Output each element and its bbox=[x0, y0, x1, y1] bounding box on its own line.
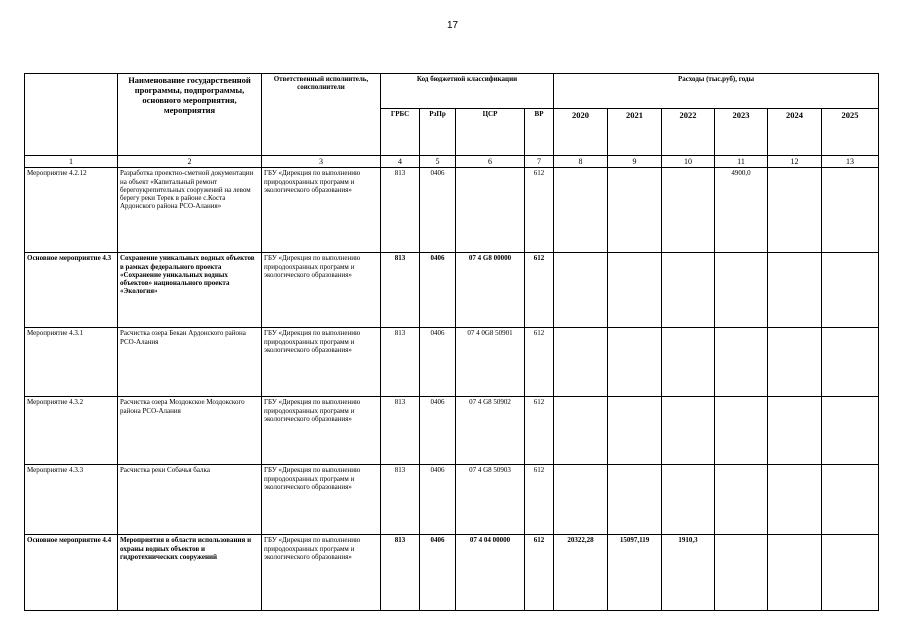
row-2023 bbox=[715, 465, 768, 535]
row-name: Мероприятия в области использования и охраны водных объектов и гидротехнических сооружений bbox=[118, 535, 262, 611]
row-2020 bbox=[554, 328, 608, 397]
header-name: Наименование государственной программы, подпрограммы, основного мероприятия, мероприятия bbox=[118, 74, 262, 156]
row-2024 bbox=[768, 465, 822, 535]
row-grbs: 813 bbox=[381, 397, 420, 465]
row-2025 bbox=[822, 253, 879, 328]
header-expenses: Расходы (тыс.руб), годы bbox=[554, 74, 879, 109]
header-year: 2021 bbox=[608, 109, 662, 156]
row-2025 bbox=[822, 168, 879, 253]
column-number: 3 bbox=[262, 156, 381, 168]
column-number: 11 bbox=[715, 156, 768, 168]
row-name: Разработка проектно-сметной документации на объект «Капитальный ремонт берегоукрепительных сооружений на левом берегу реки Терек в районе с.Коста Ардонского района РСО-Алания» bbox=[118, 168, 262, 253]
row-csr bbox=[456, 168, 525, 253]
row-2022 bbox=[662, 253, 715, 328]
budget-table bbox=[24, 73, 879, 611]
row-vr: 612 bbox=[525, 253, 554, 328]
row-label: Мероприятие 4.3.2 bbox=[25, 397, 118, 465]
row-rzpr: 0406 bbox=[420, 535, 456, 611]
row-grbs: 813 bbox=[381, 168, 420, 253]
row-2023 bbox=[715, 253, 768, 328]
table-row bbox=[25, 535, 879, 611]
row-2021 bbox=[608, 328, 662, 397]
row-2021: 15097,119 bbox=[608, 535, 662, 611]
header-year: 2020 bbox=[554, 109, 608, 156]
row-name: Расчистка озера Моздокское Моздокского района РСО-Алания bbox=[118, 397, 262, 465]
row-2024 bbox=[768, 397, 822, 465]
row-csr: 07 4 G8 50903 bbox=[456, 465, 525, 535]
row-label: Основное мероприятие 4.3 bbox=[25, 253, 118, 328]
row-2020 bbox=[554, 253, 608, 328]
row-csr: 07 4 04 00000 bbox=[456, 535, 525, 611]
row-responsible: ГБУ «Дирекция по выполнению природоохранных программ и экологического образования» bbox=[262, 253, 381, 328]
row-2021 bbox=[608, 465, 662, 535]
row-2021 bbox=[608, 168, 662, 253]
row-2023 bbox=[715, 535, 768, 611]
row-2024 bbox=[768, 328, 822, 397]
row-2020: 20322,28 bbox=[554, 535, 608, 611]
column-numbering-row bbox=[25, 156, 879, 168]
row-label: Мероприятие 4.2.12 bbox=[25, 168, 118, 253]
row-name: Расчистка реки Собачья балка bbox=[118, 465, 262, 535]
row-grbs: 813 bbox=[381, 465, 420, 535]
row-vr: 612 bbox=[525, 465, 554, 535]
header-year: 2022 bbox=[662, 109, 715, 156]
row-2023: 4900,0 bbox=[715, 168, 768, 253]
row-2023 bbox=[715, 397, 768, 465]
row-2022: 1910,3 bbox=[662, 535, 715, 611]
header-responsible: Ответственный исполнитель, соисполнители bbox=[262, 74, 381, 156]
row-2024 bbox=[768, 535, 822, 611]
row-2024 bbox=[768, 253, 822, 328]
row-rzpr: 0406 bbox=[420, 253, 456, 328]
column-number: 8 bbox=[554, 156, 608, 168]
row-2025 bbox=[822, 535, 879, 611]
header-year: 2024 bbox=[768, 109, 822, 156]
column-number: 1 bbox=[25, 156, 118, 168]
row-2025 bbox=[822, 397, 879, 465]
header-code-csr: ЦСР bbox=[456, 109, 525, 156]
row-responsible: ГБУ «Дирекция по выполнению природоохранных программ и экологического образования» bbox=[262, 168, 381, 253]
row-name: Расчистка озера Бекан Ардонского района РСО-Алания bbox=[118, 328, 262, 397]
table-row bbox=[25, 253, 879, 328]
row-csr: 07 4 G8 00000 bbox=[456, 253, 525, 328]
header-year: 2025 bbox=[822, 109, 879, 156]
column-number: 2 bbox=[118, 156, 262, 168]
header-budget-code: Код бюджетной классификации bbox=[381, 74, 554, 109]
header-code-vr: ВР bbox=[525, 109, 554, 156]
row-vr: 612 bbox=[525, 168, 554, 253]
column-number: 4 bbox=[381, 156, 420, 168]
row-vr: 612 bbox=[525, 535, 554, 611]
row-2025 bbox=[822, 465, 879, 535]
column-number: 13 bbox=[822, 156, 879, 168]
row-label: Мероприятие 4.3.3 bbox=[25, 465, 118, 535]
row-2025 bbox=[822, 328, 879, 397]
column-number: 10 bbox=[662, 156, 715, 168]
column-number: 5 bbox=[420, 156, 456, 168]
row-rzpr: 0406 bbox=[420, 328, 456, 397]
column-number: 12 bbox=[768, 156, 822, 168]
row-2020 bbox=[554, 168, 608, 253]
row-2021 bbox=[608, 253, 662, 328]
row-label: Основное мероприятие 4.4 bbox=[25, 535, 118, 611]
table-row bbox=[25, 465, 879, 535]
row-vr: 612 bbox=[525, 397, 554, 465]
corner-cell bbox=[25, 74, 118, 156]
row-rzpr: 0406 bbox=[420, 397, 456, 465]
row-2024 bbox=[768, 168, 822, 253]
row-grbs: 813 bbox=[381, 535, 420, 611]
row-2021 bbox=[608, 397, 662, 465]
row-2022 bbox=[662, 168, 715, 253]
row-rzpr: 0406 bbox=[420, 465, 456, 535]
row-csr: 07 4 0G8 50901 bbox=[456, 328, 525, 397]
row-responsible: ГБУ «Дирекция по выполнению природоохранных программ и экологического образования» bbox=[262, 465, 381, 535]
row-name: Сохранение уникальных водных объектов в рамках федерального проекта «Сохранение уникальных водных объектов» национального проекта «Экология» bbox=[118, 253, 262, 328]
row-vr: 612 bbox=[525, 328, 554, 397]
column-number: 9 bbox=[608, 156, 662, 168]
column-number: 6 bbox=[456, 156, 525, 168]
page-number: 17 bbox=[446, 20, 459, 31]
header-code-rzpr: РзПр bbox=[420, 109, 456, 156]
column-number: 7 bbox=[525, 156, 554, 168]
row-responsible: ГБУ «Дирекция по выполнению природоохранных программ и экологического образования» bbox=[262, 535, 381, 611]
row-label: Мероприятие 4.3.1 bbox=[25, 328, 118, 397]
row-responsible: ГБУ «Дирекция по выполнению природоохранных программ и экологического образования» bbox=[262, 328, 381, 397]
table-row bbox=[25, 397, 879, 465]
table-row bbox=[25, 328, 879, 397]
row-2022 bbox=[662, 397, 715, 465]
row-grbs: 813 bbox=[381, 253, 420, 328]
row-2020 bbox=[554, 397, 608, 465]
row-rzpr: 0406 bbox=[420, 168, 456, 253]
row-grbs: 813 bbox=[381, 328, 420, 397]
row-2022 bbox=[662, 328, 715, 397]
row-csr: 07 4 G8 50902 bbox=[456, 397, 525, 465]
header-code-grbs: ГРБС bbox=[381, 109, 420, 156]
header-year: 2023 bbox=[715, 109, 768, 156]
table-row bbox=[25, 168, 879, 253]
row-2022 bbox=[662, 465, 715, 535]
row-2023 bbox=[715, 328, 768, 397]
row-2020 bbox=[554, 465, 608, 535]
row-responsible: ГБУ «Дирекция по выполнению природоохранных программ и экологического образования» bbox=[262, 397, 381, 465]
